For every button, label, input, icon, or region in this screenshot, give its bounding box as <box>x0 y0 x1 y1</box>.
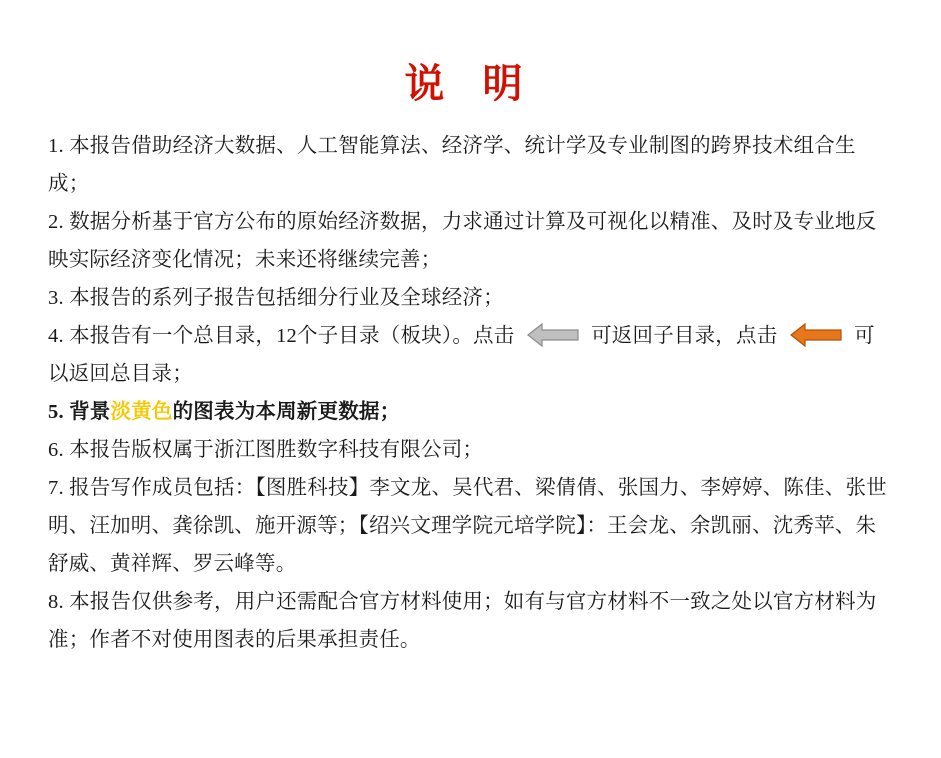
note-item-4-suffix: 可以返回总目录； <box>48 325 875 385</box>
note-item-5-part-a: 5. 背景 <box>48 401 111 423</box>
note-item-8-text: 8. 本报告仅供参考，用户还需配合官方材料使用；如有与官方材料不一致之处以官方材料为准；作者不对使用图表的后果承担责任。 <box>48 591 877 651</box>
note-item-2-text: 2. 数据分析基于官方公布的原始经济数据，力求通过计算及可视化以精准、及时及专业地反映实际经济变化情况；未来还将继续完善； <box>48 211 877 271</box>
note-item-1-text: 1. 本报告借助经济大数据、人工智能算法、经济学、统计学及专业制图的跨界技术组合生成； <box>48 135 856 195</box>
note-item-4-prefix: 4. 本报告有一个总目录，12个子目录（板块）。点击 <box>48 325 515 347</box>
page-title: 说 明 <box>404 61 537 106</box>
slide-body <box>0 127 941 659</box>
note-item-6-text: 6. 本报告版权属于浙江图胜数字科技有限公司； <box>48 439 484 461</box>
note-item-7-text: 7. 报告写作成员包括：【图胜科技】李文龙、吴代君、梁倩倩、张国力、李婷婷、陈佳、张世明、汪加明、龚徐凯、施开源等；【绍兴文理学院元培学院】：王会龙、余凯丽、沈秀苹、朱舒威、黄祥辉、罗云峰等。 <box>48 477 887 575</box>
slide-root <box>0 52 941 758</box>
note-item-6 <box>48 431 893 469</box>
note-item-3 <box>48 279 893 317</box>
note-item-5 <box>48 393 893 431</box>
note-item-5-part-b: 的图表为本周新更数据； <box>172 401 401 423</box>
note-item-5-highlight: 淡黄色 <box>110 401 173 423</box>
note-item-4-middle: 可返回子目录，点击 <box>591 325 778 347</box>
note-item-3-text: 3. 本报告的系列子报告包括细分行业及全球经济； <box>48 287 504 309</box>
note-item-7 <box>48 469 893 583</box>
note-item-4 <box>48 317 893 393</box>
note-item-2 <box>48 203 893 279</box>
note-item-8 <box>48 583 893 659</box>
note-item-1 <box>48 127 893 203</box>
gray-left-arrow-icon[interactable] <box>526 322 580 348</box>
orange-left-arrow-icon[interactable] <box>789 322 843 348</box>
